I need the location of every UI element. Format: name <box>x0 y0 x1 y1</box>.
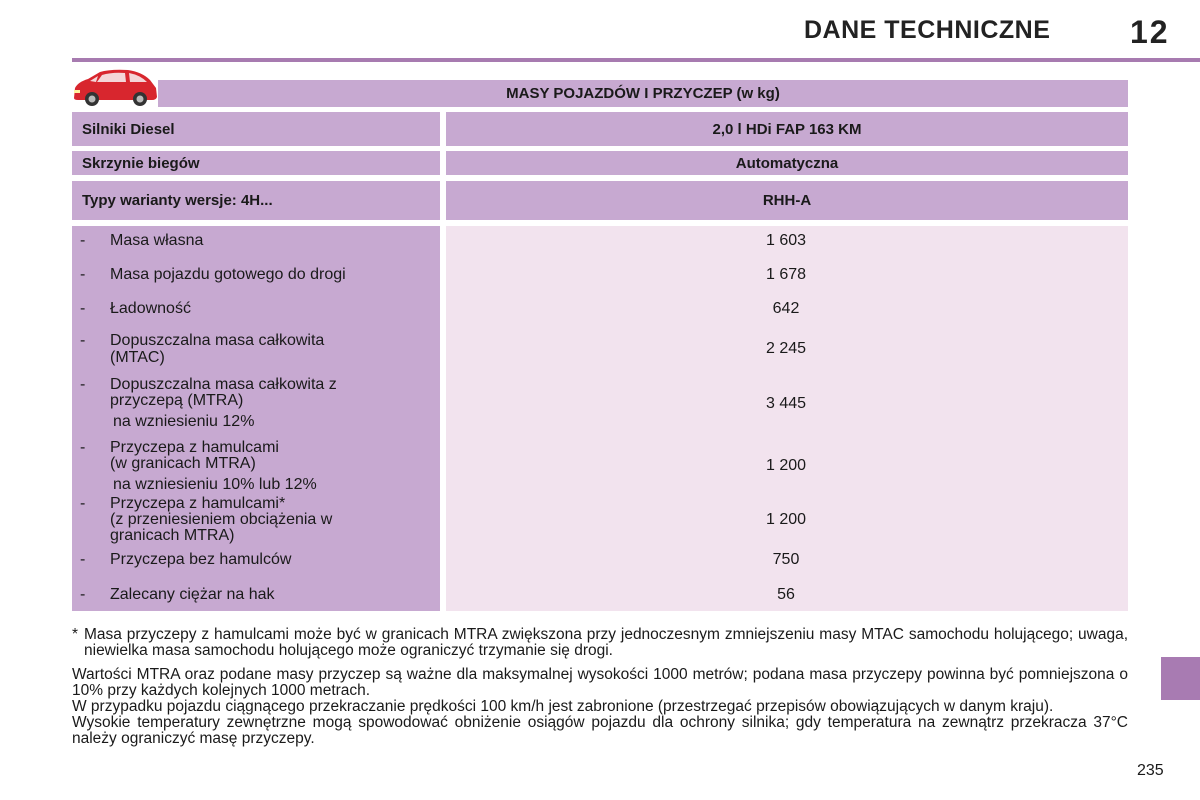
row-value: 1 200 <box>765 511 807 528</box>
row-value: 750 <box>772 551 800 568</box>
row-dash: - <box>80 495 86 512</box>
row-dash: - <box>80 439 86 456</box>
notes-block <box>72 667 1128 747</box>
row-value: 2 245 <box>765 340 807 357</box>
row-value: 1 678 <box>765 266 807 283</box>
gearbox-value: Automatyczna <box>446 151 1128 175</box>
row-label: Przyczepa z hamulcami <box>110 439 279 456</box>
engine-value: 2,0 l HDi FAP 163 KM <box>446 112 1128 146</box>
row-dash: - <box>80 266 86 283</box>
engine-label: Silniki Diesel <box>72 112 440 146</box>
car-icon <box>70 68 160 108</box>
row-label: Ładowność <box>110 300 191 317</box>
row-label: na wzniesieniu 10% lub 12% <box>113 476 317 493</box>
table-caption: MASY POJAZDÓW I PRZYCZEP (w kg) <box>158 80 1128 107</box>
row-value: 1 200 <box>765 457 807 474</box>
row-dash: - <box>80 300 86 317</box>
page-number: 235 <box>1137 762 1164 779</box>
title-divider <box>72 58 1200 62</box>
variant-label: Typy warianty wersje: 4H... <box>72 181 440 220</box>
row-dash: - <box>80 586 86 603</box>
page-title: DANE TECHNICZNE <box>804 16 1051 44</box>
row-label: Przyczepa z hamulcami* <box>110 495 286 512</box>
row-label: granicach MTRA) <box>110 527 235 544</box>
note-paragraph: Wysokie temperatury zewnętrzne mogą spowodować obniżenie osiągów pojazdu dla ochrony silnika; gdy temperatura na zewnątrz przekracza 37°C należy ograniczyć masę przyczepy. <box>72 714 1128 747</box>
chapter-tab <box>1161 657 1200 700</box>
footnote <box>72 627 1128 659</box>
row-label: (w granicach MTRA) <box>110 455 256 472</box>
row-label: Masa pojazdu gotowego do drogi <box>110 266 346 283</box>
chapter-number: 12 <box>1130 14 1170 50</box>
row-dash: - <box>80 232 86 249</box>
row-label: Dopuszczalna masa całkowita <box>110 332 325 349</box>
row-value: 3 445 <box>765 395 807 412</box>
note-paragraph: Wartości MTRA oraz podane masy przyczep są ważne dla maksymalnej wysokości 1000 metrów; podana masa przyczepy powinna być pomniejszona o 10% przy każdych kolejnych 1000 metrach. <box>72 666 1128 699</box>
row-label: przyczepą (MTRA) <box>110 392 244 409</box>
footnote-asterisk: * <box>72 626 79 643</box>
row-value: 56 <box>777 586 795 603</box>
row-label: Dopuszczalna masa całkowita z <box>110 376 337 393</box>
row-label: Przyczepa bez hamulców <box>110 551 292 568</box>
row-dash: - <box>80 376 86 393</box>
row-value: 1 603 <box>765 232 807 249</box>
footnote-text: Masa przyczepy z hamulcami może być w granicach MTRA zwiększona przy jednoczesnym zmniejszeniu masy MTAC samochodu holującego; uwaga, niewielka masa samochodu holującego może ograniczyć trzymanie się drogi. <box>84 626 1128 659</box>
row-label: (MTAC) <box>110 349 165 366</box>
row-label: (z przeniesieniem obciążenia w <box>110 511 333 528</box>
row-dash: - <box>80 551 86 568</box>
row-dash: - <box>80 332 86 349</box>
variant-value: RHH-A <box>446 181 1128 220</box>
note-paragraph: W przypadku pojazdu ciągnącego przekraczanie prędkości 100 km/h jest zabronione (przestrzegać przepisów obowiązujących w danym kraju). <box>72 698 1054 715</box>
row-value: 642 <box>772 300 800 317</box>
row-label: Zalecany ciężar na hak <box>110 586 275 603</box>
gearbox-label: Skrzynie biegów <box>72 151 440 175</box>
row-label: Masa własna <box>110 232 204 249</box>
row-label: na wzniesieniu 12% <box>113 413 255 430</box>
